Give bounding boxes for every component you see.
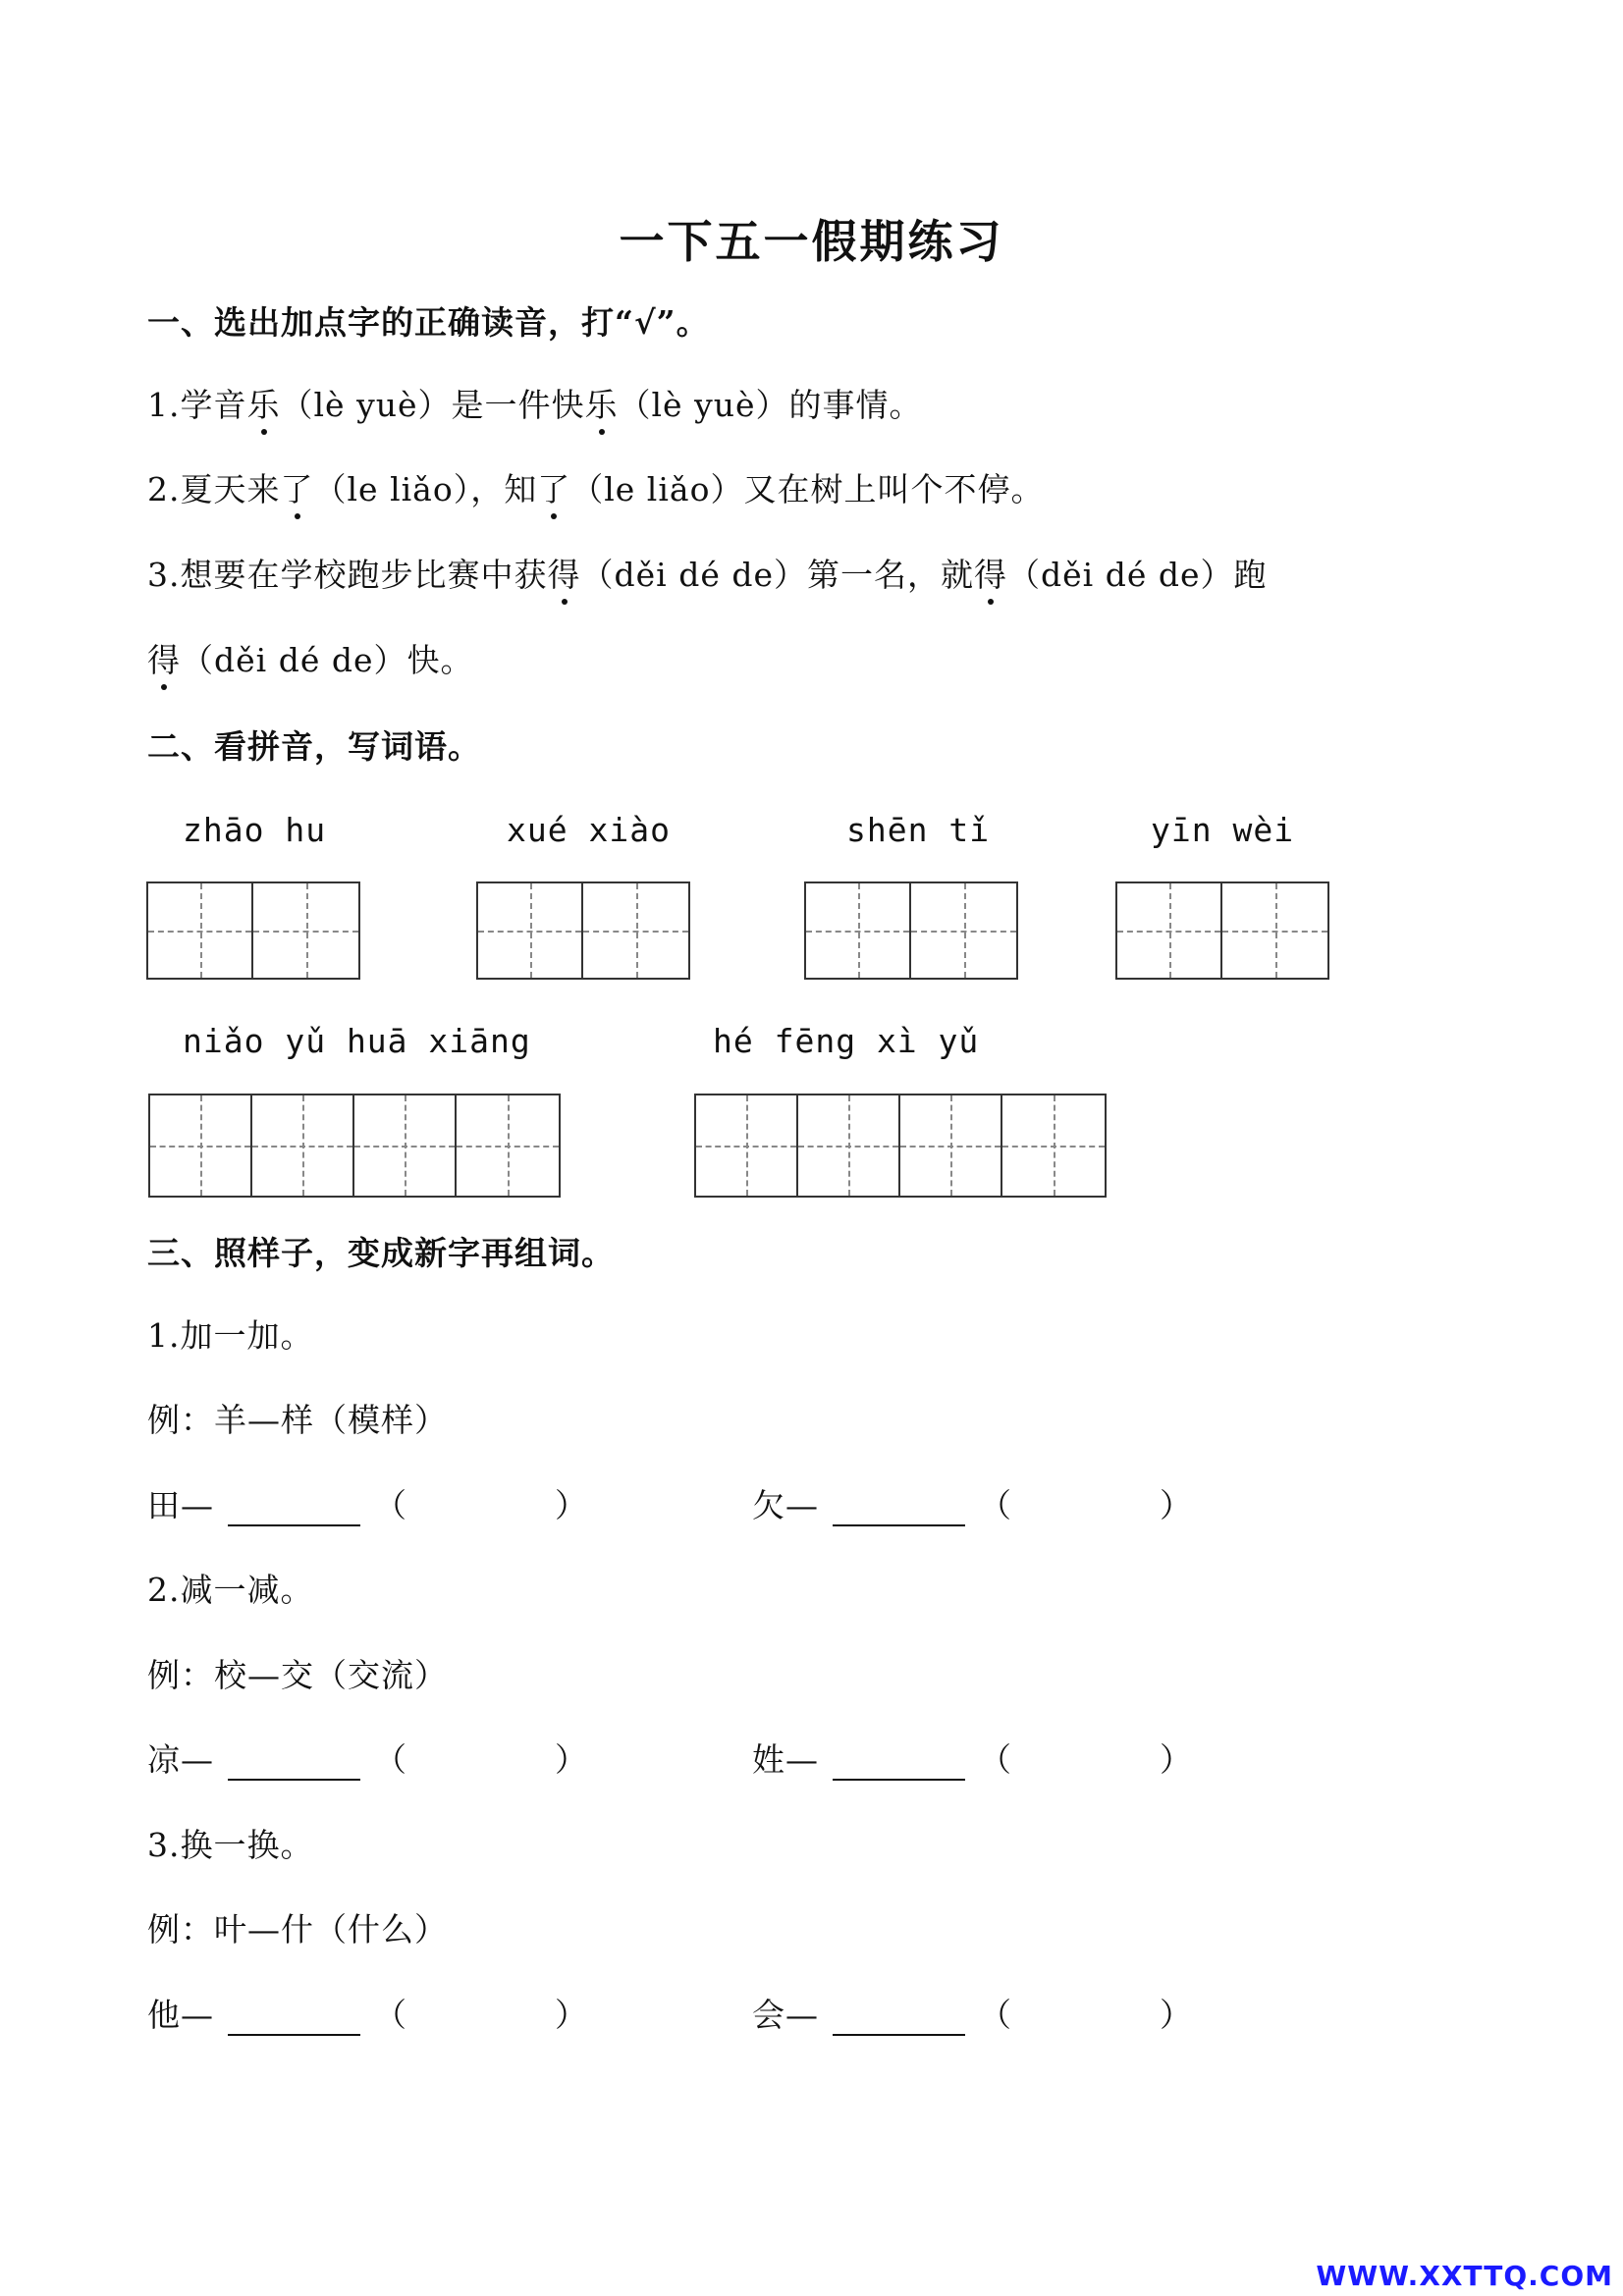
dotted-char: 乐 — [247, 380, 281, 426]
dotted-char: 乐 — [585, 380, 619, 426]
grid-cell[interactable] — [478, 883, 583, 978]
grid-cell[interactable] — [696, 1095, 798, 1196]
pinyin-label: hé fēng xì yǔ — [713, 1022, 980, 1060]
question-1-2: 2.夏天来了（le liǎo），知了（le liǎo）又在树上叫个不停。 — [147, 464, 1044, 510]
answer-blank[interactable] — [833, 2001, 965, 2036]
answer-blank[interactable] — [833, 1491, 965, 1526]
grid-cell[interactable] — [911, 883, 1016, 978]
grid-cell[interactable] — [1117, 883, 1222, 978]
section-2-heading: 二、看拼音，写词语。 — [147, 727, 481, 766]
writing-grid[interactable] — [1115, 881, 1329, 980]
answer-blank[interactable] — [228, 1491, 360, 1526]
dotted-char: 了 — [537, 464, 570, 510]
writing-grid[interactable] — [148, 1094, 561, 1198]
writing-grid[interactable] — [476, 881, 690, 980]
dotted-char: 得 — [548, 550, 581, 596]
pinyin-label: xué xiào — [507, 811, 671, 849]
pinyin-label: zhāo hu — [183, 811, 327, 849]
answer-blank[interactable] — [228, 2001, 360, 2036]
grid-cell[interactable] — [806, 883, 911, 978]
part-label: 1.加一加。 — [147, 1316, 314, 1355]
part-label: 3.换一换。 — [147, 1826, 314, 1864]
grid-cell[interactable] — [457, 1095, 559, 1196]
writing-grid[interactable] — [694, 1094, 1107, 1198]
site-watermark: WWW.XXTTQ.COM — [1316, 2260, 1613, 2292]
example-line: 例：叶—什（什么） — [147, 1910, 448, 1949]
answer-row: 姓— （ ） — [752, 1740, 1193, 1779]
section-3-heading: 三、照样子，变成新字再组词。 — [147, 1234, 615, 1272]
writing-grid[interactable] — [146, 881, 360, 980]
grid-cell[interactable] — [148, 883, 253, 978]
dotted-char: 得 — [147, 635, 181, 681]
dotted-char: 得 — [974, 550, 1007, 596]
answer-row: 他— （ ） — [147, 1996, 588, 2034]
part-label: 2.减一减。 — [147, 1571, 314, 1609]
answer-blank[interactable] — [228, 1745, 360, 1781]
grid-cell[interactable] — [1222, 883, 1327, 978]
grid-cell[interactable] — [253, 883, 358, 978]
question-1-1: 1.学音乐（lè yuè）是一件快乐（lè yuè）的事情。 — [147, 380, 923, 426]
grid-cell[interactable] — [354, 1095, 457, 1196]
page-title: 一下五一假期练习 — [619, 215, 1004, 268]
dotted-char: 了 — [281, 464, 314, 510]
grid-cell[interactable] — [583, 883, 688, 978]
grid-cell[interactable] — [798, 1095, 900, 1196]
example-line: 例：羊—样（模样） — [147, 1401, 448, 1439]
grid-cell[interactable] — [900, 1095, 1002, 1196]
answer-row: 田— （ ） — [147, 1486, 588, 1524]
pinyin-label: niǎo yǔ huā xiāng — [183, 1022, 531, 1060]
question-1-3: 3.想要在学校跑步比赛中获得（děi dé de）第一名，就得（děi dé de）跑 — [147, 550, 1268, 596]
grid-cell[interactable] — [252, 1095, 354, 1196]
example-line: 例：校—交（交流） — [147, 1656, 448, 1694]
answer-row: 欠— （ ） — [752, 1486, 1193, 1524]
answer-row: 凉— （ ） — [147, 1740, 588, 1779]
question-1-3-continued: 得（děi dé de）快。 — [147, 635, 474, 681]
answer-row: 会— （ ） — [752, 1996, 1193, 2034]
writing-grid[interactable] — [804, 881, 1018, 980]
pinyin-label: yīn wèi — [1151, 811, 1295, 849]
answer-blank[interactable] — [833, 1745, 965, 1781]
section-1-heading: 一、选出加点字的正确读音，打“√”。 — [147, 303, 710, 342]
grid-cell[interactable] — [1002, 1095, 1105, 1196]
pinyin-label: shēn tǐ — [846, 811, 991, 849]
grid-cell[interactable] — [150, 1095, 252, 1196]
